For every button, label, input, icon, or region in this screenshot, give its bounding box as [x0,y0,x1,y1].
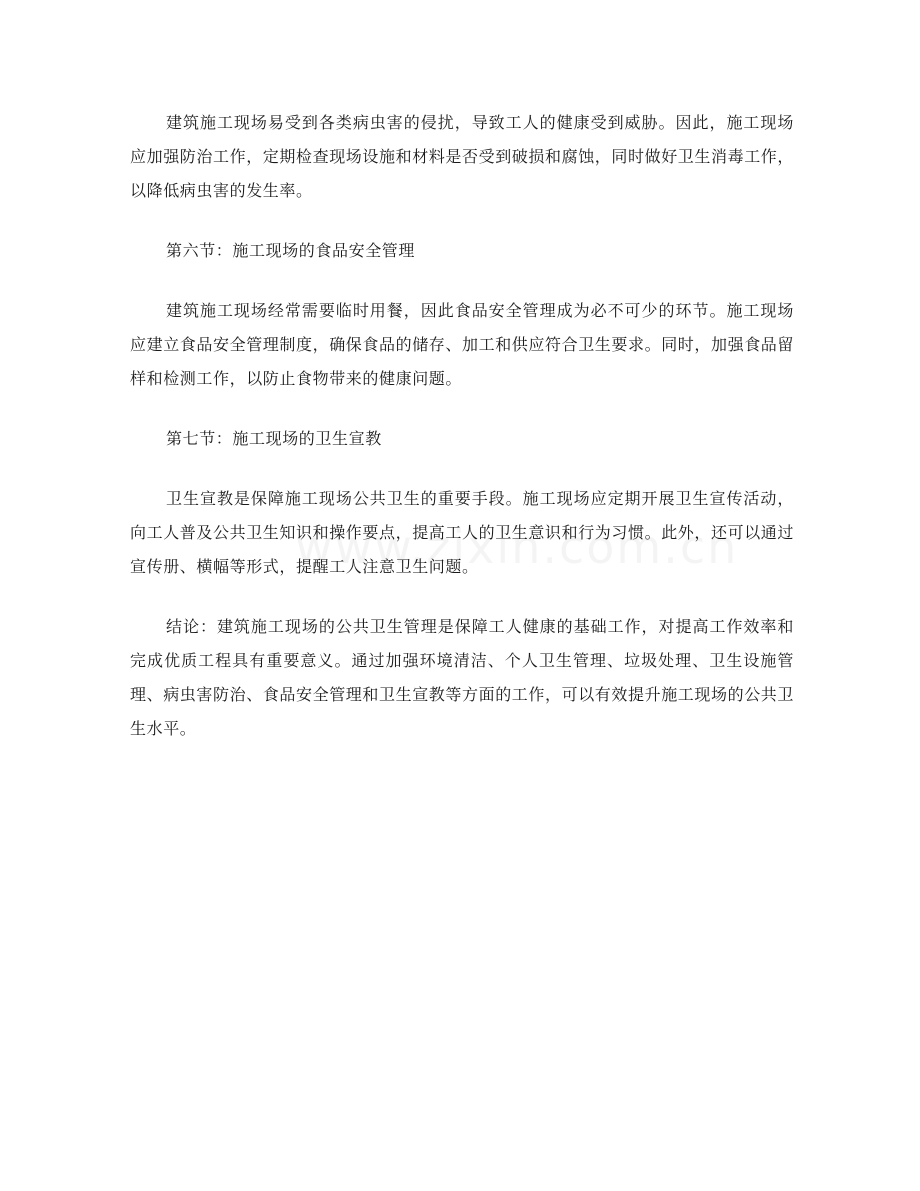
section-heading-health-education: 第七节：施工现场的卫生宣教 [166,429,382,448]
paragraph-food-safety: 建筑施工现场经常需要临时用餐，因此食品安全管理成为必不可少的环节。施工现场应建立食品安全管理制度，确保食品的储存、加工和供应符合卫生要求。同时，加强食品留样和检测工作，以防止食物带来的健康问题。 [130,301,795,388]
paragraph-conclusion: 结论：建筑施工现场的公共卫生管理是保障工人健康的基础工作，对提高工作效率和完成优质工程具有重要意义。通过加强环境清洁、个人卫生管理、垃圾处理、卫生设施管理、病虫害防治、食品安全管理和卫生宣教等方面的工作，可以有效提升施工现场的公共卫生水平。 [130,617,795,738]
paragraph-health-education: 卫生宣教是保障施工现场公共卫生的重要手段。施工现场应定期开展卫生宣传活动，向工人普及公共卫生知识和操作要点，提高工人的卫生意识和行为习惯。此外，还可以通过宣传册、横幅等形式，提醒工人注意卫生问题。 [130,489,795,576]
section-heading-food-safety: 第六节：施工现场的食品安全管理 [166,241,416,260]
document-body [130,106,794,772]
paragraph-pest-control: 建筑施工现场易受到各类病虫害的侵扰，导致工人的健康受到威胁。因此，施工现场应加强防治工作，定期检查现场设施和材料是否受到破损和腐蚀，同时做好卫生消毒工作，以降低病虫害的发生率。 [130,113,795,200]
